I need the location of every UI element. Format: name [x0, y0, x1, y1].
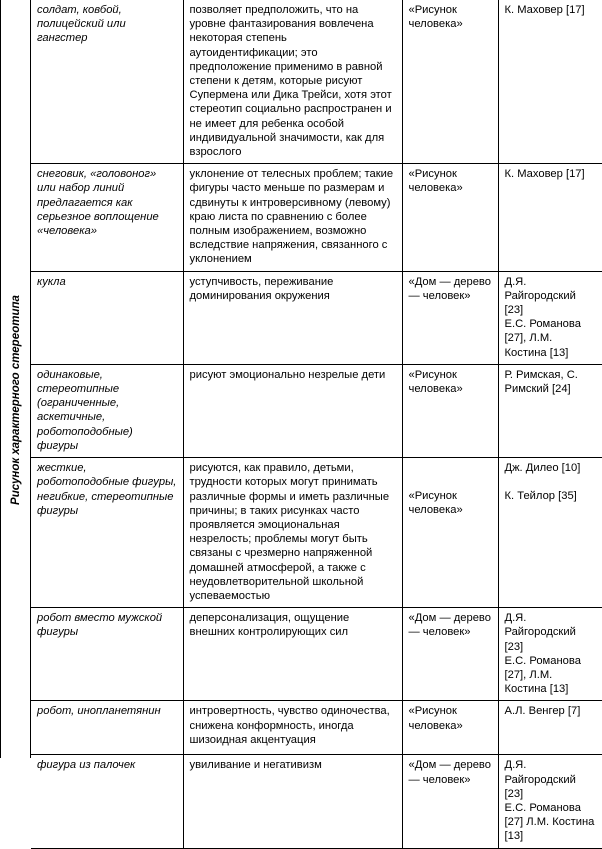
- meaning-cell: интровертность, чувство одиночества, снижена конформность, иногда шизоидная акцентуация: [183, 701, 402, 755]
- reference-cell: [498, 364, 602, 457]
- table-row: [31, 0, 602, 164]
- reference-line: А.Л. Венгер [7]: [504, 705, 581, 718]
- table-row: [31, 271, 602, 364]
- reference-cell: [498, 271, 602, 364]
- reference-line: Е.С. Романова [27], Л.М. Костина [13]: [504, 318, 581, 359]
- table-row: [31, 164, 602, 271]
- reference-line: К. Маховер [17]: [504, 4, 585, 16]
- meaning-cell: уклонение от телесных проблем; такие фигуры часто меньше по размерам и сдвинуты к интроверсивному (левому) краю листа по сравнению с более полным изображением, возможно вследствие напряжения, связанного с уклонением: [183, 164, 402, 271]
- test-name: «Рисунок человека»: [408, 490, 463, 517]
- figure-cell: робот, инопланетянин: [31, 701, 183, 755]
- figure-cell: жесткие, роботоподобные фигуры, негибкие, стереотипные фигуры: [31, 458, 183, 608]
- test-cell: «Рисунок человека»: [402, 164, 498, 271]
- figure-cell: одинаковые, стереотипные (ограниченные, аскетичные, роботоподобные) фигуры: [31, 364, 183, 457]
- table-row: [31, 364, 602, 457]
- figure-cell: снеговик, «головоног» или набор линий предлагается как серьезное воплощение «человека»: [31, 164, 183, 271]
- meaning-cell: увиливание и негативизм: [183, 755, 402, 848]
- reference-cell: [498, 164, 602, 271]
- test-cell: [402, 458, 498, 608]
- meaning-cell: рисуются, как правило, детьми, трудности которых могут принимать различные формы и иметь различные причины; в таких рисунках часто проявляется эмоциональная незрелость; проблемы могут быть связаны с чрезмерно напряженной домашней атмосферой, а также с неудовлетворительной школьной успеваемостью: [183, 458, 402, 608]
- meaning-cell: деперсонализация, ощущение внешних контролирующих сил: [183, 608, 402, 701]
- stereotype-table: [31, 0, 602, 849]
- table-row: [31, 755, 602, 848]
- reference-line: Р. Римская, С. Римский [24]: [504, 368, 578, 396]
- reference-line: Дж. Дилео [10]: [504, 462, 581, 475]
- reference-line: Д.Я. Райгородский [23]: [504, 759, 576, 800]
- table-row: [31, 701, 602, 755]
- reference-line: Е.С. Романова [27] Л.М. Костина [13]: [504, 801, 595, 843]
- figure-cell: фигура из палочек: [31, 755, 183, 848]
- figure-cell: солдат, ковбой, полицейский или гангстер: [31, 0, 183, 164]
- meaning-cell: уступчивость, переживание доминирования окружения: [183, 271, 402, 364]
- test-cell: «Дом — дерево — человек»: [402, 755, 498, 848]
- reference-cell: [498, 0, 602, 164]
- reference-cell: [498, 701, 602, 755]
- table-row: [31, 608, 602, 701]
- row-group-header: [0, 0, 31, 758]
- reference-line: Е.С. Романова [27], Л.М. Костина [13]: [504, 654, 581, 696]
- row-group-label: Рисунок характерного стереотипа: [10, 295, 22, 505]
- reference-line: Д.Я. Райгородский [23]: [504, 612, 576, 653]
- reference-line: К. Тейлор [35]: [504, 490, 577, 503]
- test-cell: «Дом — дерево — человек»: [402, 608, 498, 701]
- test-cell: «Рисунок человека»: [402, 364, 498, 457]
- test-cell: «Рисунок человека»: [402, 701, 498, 755]
- test-cell: «Дом — дерево — человек»: [402, 271, 498, 364]
- reference-cell: [498, 608, 602, 701]
- reference-cell: [498, 755, 602, 848]
- meaning-cell: рисуют эмоционально незрелые дети: [183, 364, 402, 457]
- figure-cell: робот вместо мужской фигуры: [31, 608, 183, 701]
- test-cell: «Рисунок человека»: [402, 0, 498, 164]
- reference-cell: [498, 458, 602, 608]
- figure-cell: кукла: [31, 271, 183, 364]
- reference-line: К. Маховер [17]: [504, 168, 585, 181]
- meaning-cell: позволяет предположить, что на уровне фантазирования вовлечена некоторая степень аутоидентификации; это предположение применимо в равной степени к детям, которые рисуют Супермена или Дика Трейси, хотя этот стереотип социально распространен и не имеет для ребенка особой индивидуальной значимости, как для взрослого: [183, 0, 402, 164]
- reference-line: Д.Я. Райгородский [23]: [504, 275, 576, 317]
- table-row: [31, 458, 602, 608]
